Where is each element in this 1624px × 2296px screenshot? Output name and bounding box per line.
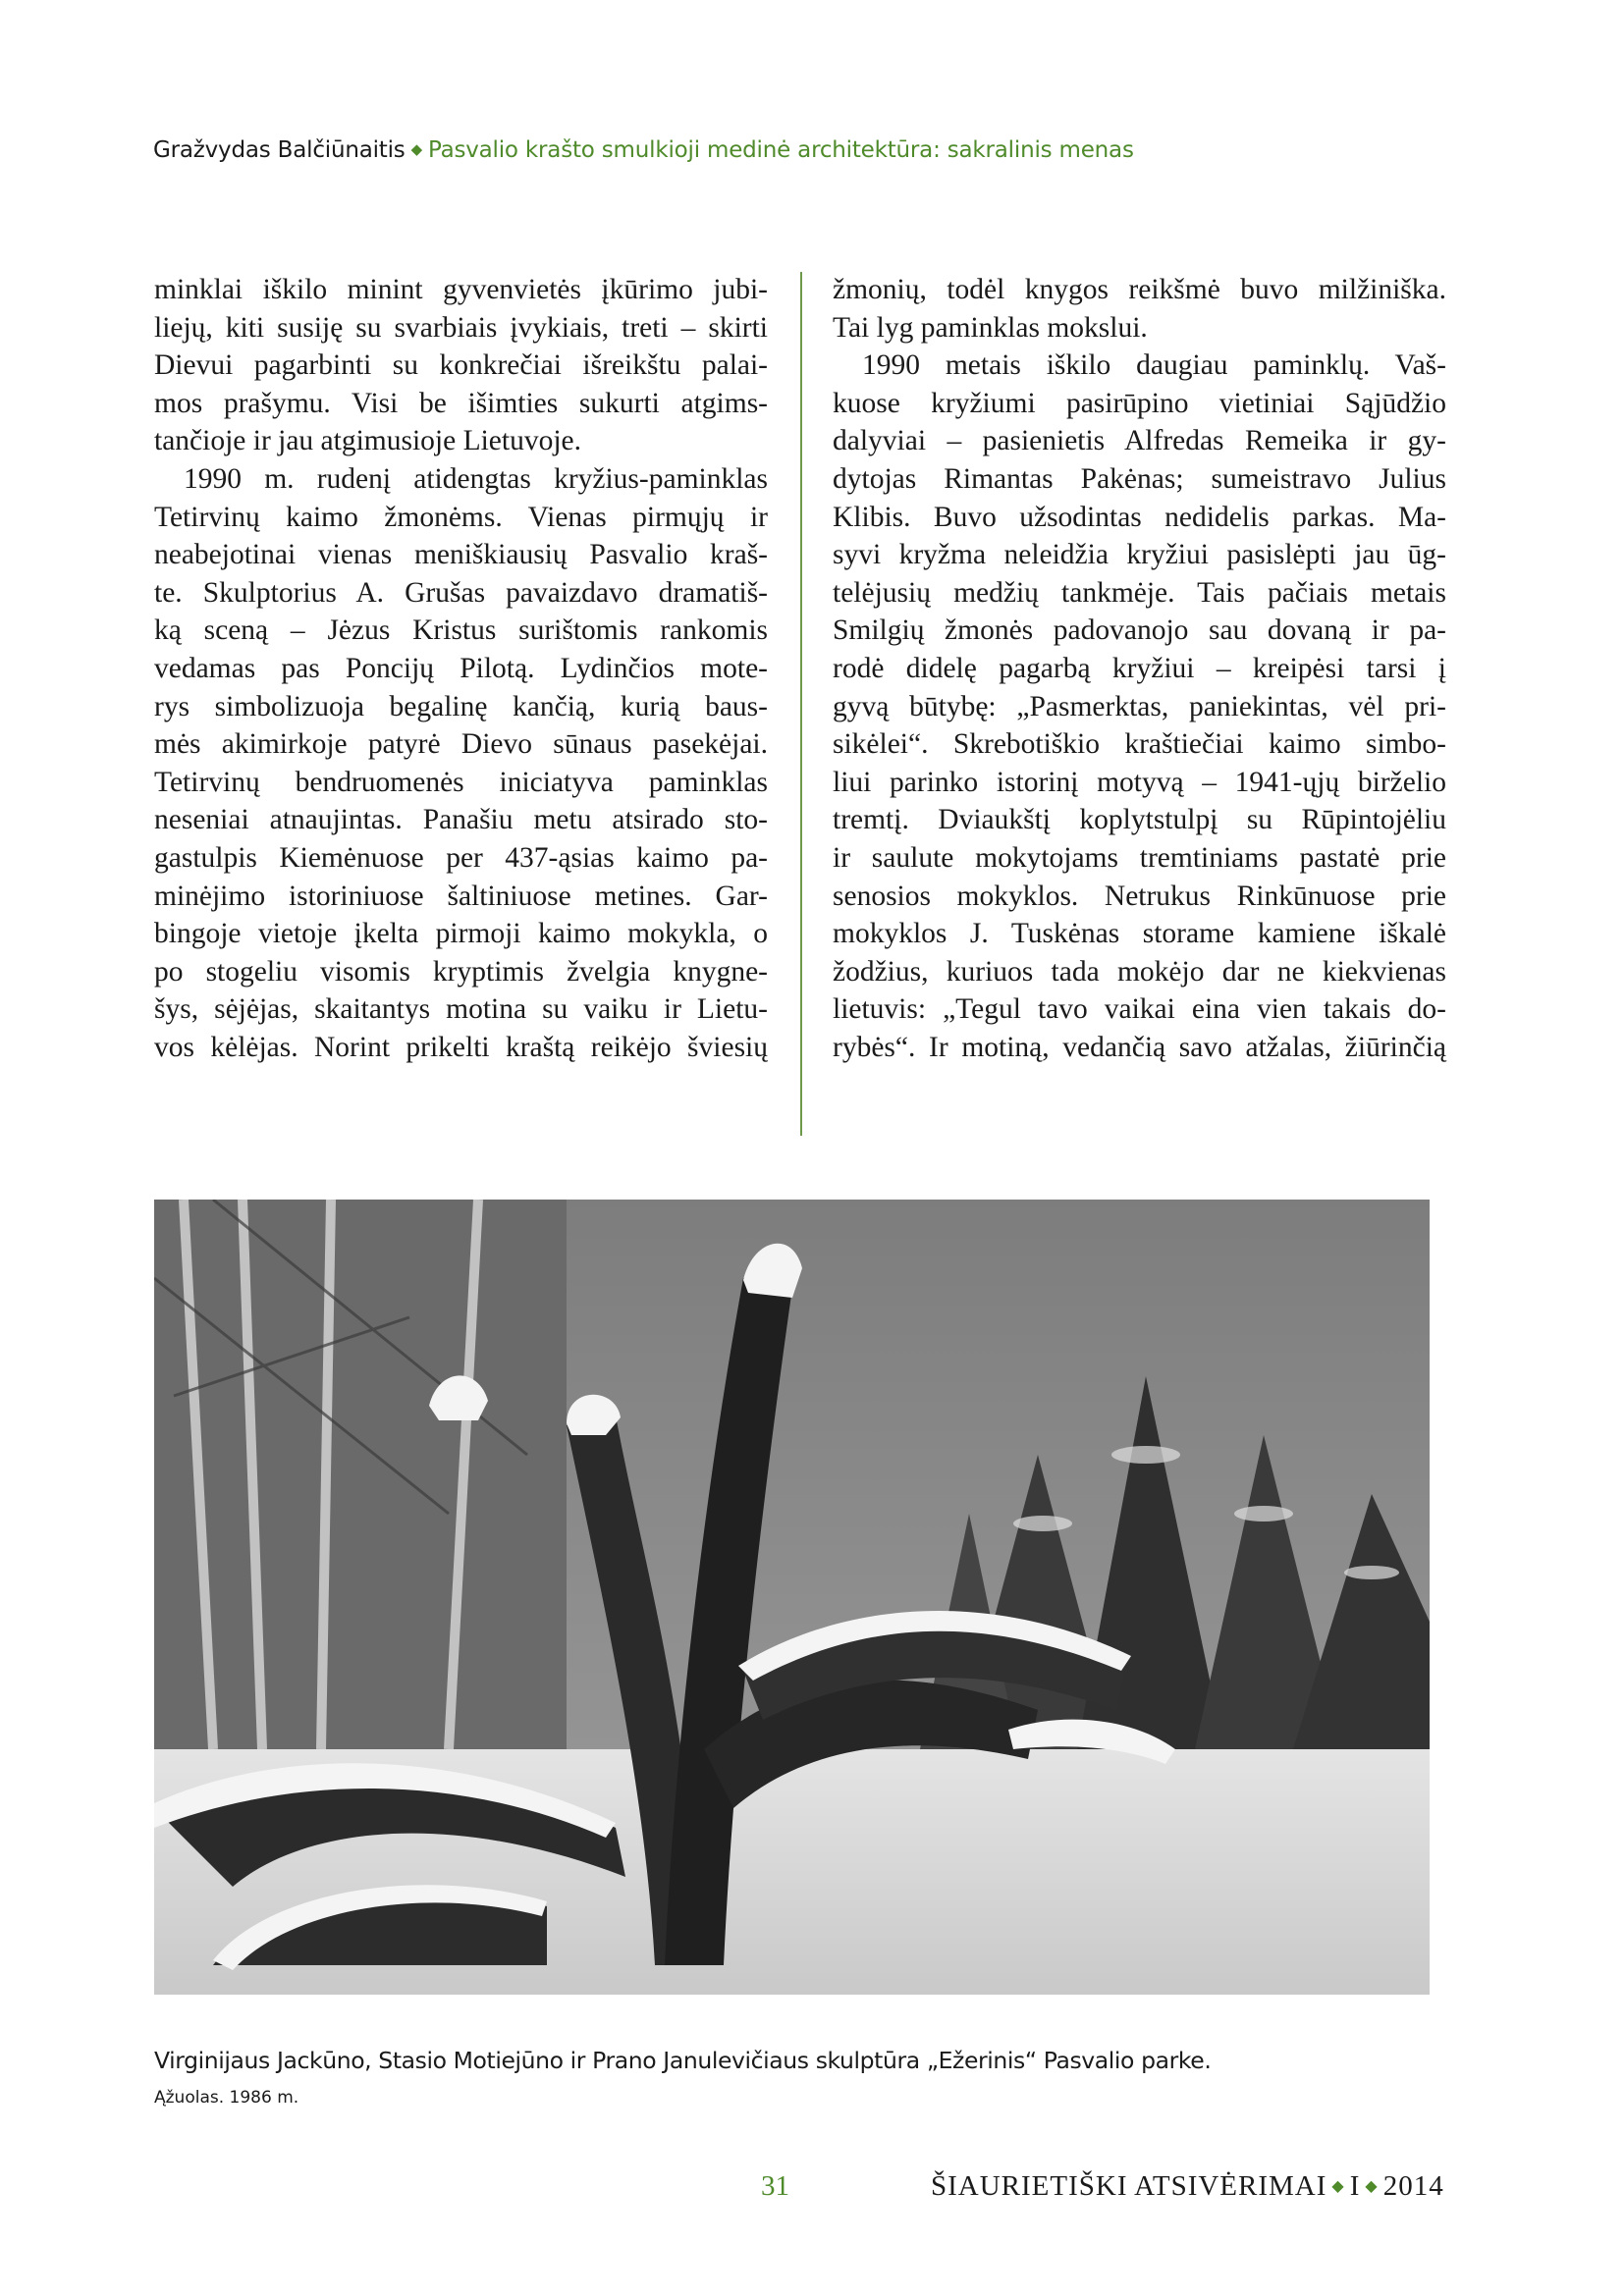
- text-line: sikėlei“. Skrebotiškio kraštiečiai kaimo simbo-: [833, 728, 1446, 761]
- sculpture-photo: [154, 1200, 1430, 1995]
- journal-issue: I: [1349, 2170, 1361, 2202]
- text-line: telėjusių medžių tankmėje. Tais pačiais metais: [833, 576, 1446, 609]
- text-line: žmonių, todėl knygos reikšmė buvo milžiniška.: [833, 274, 1446, 305]
- text-line: Smilgių žmonės padovanojo sau dovaną ir pa-: [833, 614, 1446, 647]
- figure-caption: Virginijaus Jackūno, Stasio Motiejūno ir Prano Janulevičiaus skulptūra „Ežerinis“ Pasvalio parke.: [154, 2047, 1212, 2074]
- text-line: rys simbolizuoja begalinę kančią, kurią baus-: [154, 690, 768, 722]
- text-line: Tetirvinų bendruomenės iniciatyva paminklas: [154, 766, 768, 798]
- text-line: dalyviai – pasienietis Alfredas Remeika ir gy-: [833, 425, 1446, 457]
- text-line: 1990 m. rudenį atidengtas kryžius-paminklas: [184, 462, 768, 495]
- text-line: gastulpis Kiemėnuose per 437-ąsias kaimo pa-: [154, 841, 768, 874]
- text-line: bingoje vietoje įkelta pirmoji kaimo mokykla, o: [154, 918, 768, 950]
- text-line: mokyklos J. Tuskėnas storame kamiene iškalė: [833, 918, 1446, 950]
- text-line: mės akimirkoje patyrė Dievo sūnaus pasekėjai.: [154, 728, 768, 761]
- text-line: vedamas pas Poncijų Pilotą. Lydinčios mote-: [154, 652, 768, 684]
- header-article-title: Pasvalio krašto smulkioji medinė architektūra: sakralinis menas: [427, 137, 1134, 163]
- text-line: neseniai atnaujintas. Panašiu metu atsirado sto-: [154, 804, 768, 836]
- text-line: tančioje ir jau atgimusioje Lietuvoje.: [154, 425, 581, 457]
- text-line: neabejotinai vienas meniškiausių Pasvalio kraš-: [154, 539, 768, 571]
- text-line: ir saulute mokytojams tremtiniams pastatė prie: [833, 841, 1446, 874]
- text-line: žodžius, kuriuos tada mokėjo dar ne kiekvienas: [833, 955, 1446, 988]
- header-author: Gražvydas Balčiūnaitis: [153, 137, 406, 163]
- text-line: rodė didelę pagarbą kryžiui – kreipėsi tarsi į: [833, 652, 1446, 684]
- text-line: minėjimo istoriniuose šaltiniuose metines. Gar-: [154, 880, 768, 912]
- text-line: minklai iškilo minint gyvenvietės įkūrimo jubi-: [154, 274, 768, 305]
- text-line: liui parinko istorinį motyvą – 1941-ųjų birželio: [833, 766, 1446, 798]
- text-column-left: [154, 271, 768, 1066]
- diamond-icon: ◆: [410, 140, 422, 158]
- text-line: Tetirvinų kaimo žmonėms. Vienas pirmųjų ir: [154, 501, 768, 533]
- text-line: ką sceną – Jėzus Kristus surištomis rankomis: [154, 614, 768, 647]
- text-line: Klibis. Buvo užsodintas nedidelis parkas. Ma-: [833, 501, 1446, 533]
- text-line: dytojas Rimantas Pakėnas; sumeistravo Julius: [833, 462, 1446, 495]
- text-line: kuose kryžiumi pasirūpino vietiniai Sąjūdžio: [833, 387, 1446, 419]
- text-line: lietuvis: „Tegul tavo vaikai eina vien takais do-: [833, 993, 1446, 1026]
- text-line: Dievui pagarbinti su konkrečiai išreikštu palai-: [154, 349, 768, 382]
- text-line: rybės“. Ir motiną, vedančią savo atžalas, žiūrinčią: [833, 1031, 1446, 1063]
- diamond-icon: ◆: [1365, 2178, 1379, 2195]
- text-line: po stogeliu visomis kryptimis žvelgia knygne-: [154, 955, 768, 988]
- text-line: te. Skulptorius A. Grušas pavaizdavo dramatiš-: [154, 576, 768, 609]
- diamond-icon: ◆: [1331, 2178, 1345, 2195]
- journal-name: ŠIAURIETIŠKI ATSIVĖRIMAI: [931, 2170, 1327, 2202]
- text-line: liejų, kiti susiję su svarbiais įvykiais, treti – skirti: [154, 311, 768, 344]
- text-line: gyvą būtybę: „Pasmerktas, paniekintas, vėl pri-: [833, 690, 1446, 722]
- text-line: syvi kryžma neleidžia kryžiui pasislėpti jau ūg-: [833, 539, 1446, 571]
- text-line: šys, sėjėjas, skaitantys motina su vaiku ir Lietu-: [154, 993, 768, 1026]
- text-line: vos kėlėjas. Norint prikelti kraštą reikėjo šviesių: [154, 1031, 768, 1063]
- journal-year: 2014: [1382, 2170, 1444, 2202]
- journal-footer: [931, 2170, 1444, 2203]
- page-number: 31: [761, 2170, 789, 2202]
- text-line: mos prašymu. Visi be išimties sukurti atgims-: [154, 387, 768, 419]
- text-column-right: [833, 271, 1446, 1066]
- text-line: 1990 metais iškilo daugiau paminklų. Vaš-: [862, 349, 1446, 382]
- column-divider: [800, 272, 802, 1136]
- running-head: [153, 137, 1134, 163]
- text-line: Tai lyg paminklas mokslui.: [833, 311, 1148, 344]
- text-line: senosios mokyklos. Netrukus Rinkūnuose prie: [833, 880, 1446, 912]
- figure-caption-detail: Ąžuolas. 1986 m.: [154, 2088, 299, 2108]
- text-line: tremtį. Dviaukštį koplytstulpį su Rūpintojėliu: [833, 804, 1446, 836]
